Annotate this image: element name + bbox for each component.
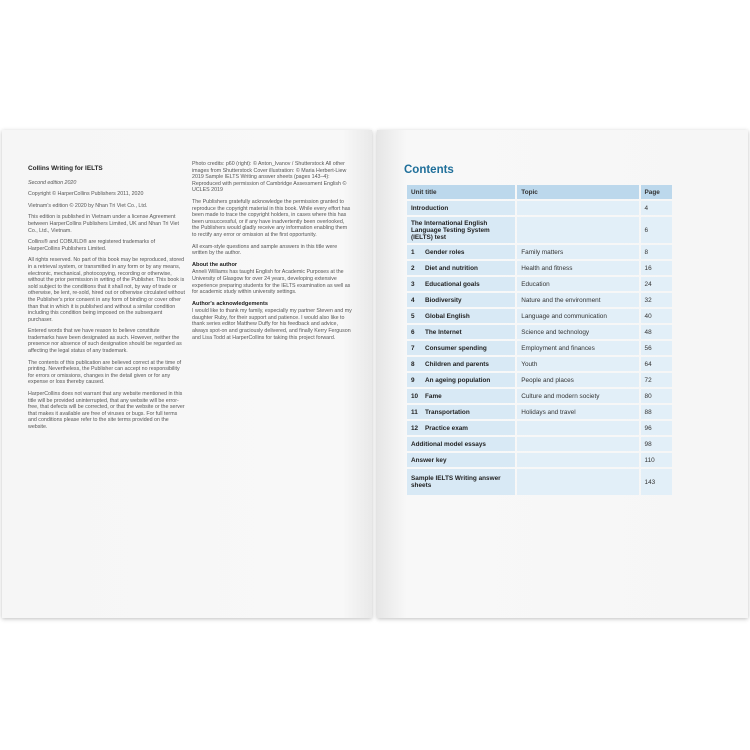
acknowledgements-heading: Author's acknowledgements: [192, 300, 268, 307]
unit-title-cell: [407, 201, 515, 215]
contents-header-row: [407, 185, 672, 199]
unit-title: Practice exam: [425, 424, 468, 432]
unit-number: 9: [411, 376, 415, 384]
topic-cell: [517, 437, 638, 451]
unit-title-cell: [407, 453, 515, 467]
unit-title-cell: [407, 245, 515, 259]
contents-table: [405, 183, 674, 497]
contents-row: [407, 245, 672, 259]
page-number-cell: 110: [641, 453, 672, 467]
page-number-cell: 143: [641, 469, 672, 495]
topic-cell: Youth: [517, 357, 638, 371]
unit-title-header: Unit title: [407, 185, 515, 199]
unit-title: Transportation: [425, 408, 470, 416]
unit-number: 11: [411, 408, 418, 416]
edition-line: Second edition 2020: [28, 179, 77, 186]
contents-row: [407, 277, 672, 291]
unit-title-cell: [407, 309, 515, 323]
topic-cell: Language and communication: [517, 309, 638, 323]
unit-title-cell: [407, 437, 515, 451]
unit-title-cell: [407, 341, 515, 355]
book-title: Collins Writing for IELTS: [28, 165, 103, 172]
page-number-cell: 16: [641, 261, 672, 275]
page-number-cell: 56: [641, 341, 672, 355]
topic-cell: Culture and modern society: [517, 389, 638, 403]
page-number-cell: 98: [641, 437, 672, 451]
contents-row: [407, 469, 672, 495]
unit-title-cell: [407, 357, 515, 371]
copyright-column-1: [28, 166, 186, 436]
about-author-heading: About the author: [192, 261, 238, 268]
page-number-cell: 96: [641, 421, 672, 435]
unit-title: Sample IELTS Writing answer sheets: [411, 475, 501, 489]
unit-number: 4: [411, 296, 415, 304]
unit-title-cell: [407, 389, 515, 403]
contents-row: [407, 217, 672, 243]
contents-believed-text: The contents of this publication are believed correct at the time of printing. Nevertheless, the Publisher can accept no responsibility for errors or omissions, changes in the detail given or for any expense or loss thereby caused.: [28, 359, 182, 386]
unit-title: The Internet: [425, 328, 462, 336]
topic-cell: [517, 201, 638, 215]
unit-number: 6: [411, 328, 415, 336]
contents-row: [407, 453, 672, 467]
topic-cell: [517, 217, 638, 243]
copyright-line: Copyright © HarperCollins Publishers 2011, 2020: [28, 191, 144, 198]
copyright-column-2: [192, 161, 352, 346]
contents-row: [407, 421, 672, 435]
topic-cell: Employment and finances: [517, 341, 638, 355]
topic-cell: Family matters: [517, 245, 638, 259]
unit-number: 12: [411, 424, 419, 432]
acknowledge-text: The Publishers gratefully acknowledge the permission granted to reproduce the copyright material in this book. While every effort has been made to trace the copyright holders, in cases where this has been unsuccessful, or if any have inadvertently been overlooked, the Publishers would gladly receive any information enabling them to rectify any error or omission at the first opportunity.: [192, 198, 351, 238]
page-number-cell: 8: [641, 245, 672, 259]
unit-title: Children and parents: [425, 360, 489, 368]
unit-title-cell: [407, 217, 515, 243]
contents-body: [407, 201, 672, 495]
unit-title: Consumer spending: [425, 344, 487, 352]
unit-title: Global English: [425, 312, 470, 320]
contents-row: [407, 293, 672, 307]
unit-number: 10: [411, 392, 419, 400]
unit-title-cell: [407, 373, 515, 387]
page-number-cell: 88: [641, 405, 672, 419]
copyright-page: [2, 130, 372, 618]
topic-cell: Nature and the environment: [517, 293, 638, 307]
acknowledgements-text: I would like to thank my family, especially my partner Steven and my daughter Ruby, for their support and patience. I would also like to thank series editor Matthew Duffy for his feedback and advice, always spot-on and graciously delivered, and finally Kerry Ferguson and Lisa Todd at HarperCollins for taking this project forward.: [192, 308, 352, 341]
contents-row: [407, 201, 672, 215]
contents-row: [407, 389, 672, 403]
contents-row: [407, 261, 672, 275]
contents-row: [407, 373, 672, 387]
topic-cell: [517, 421, 638, 435]
unit-title: Educational goals: [425, 280, 480, 288]
topic-cell: Health and fitness: [517, 261, 638, 275]
unit-title-cell: [407, 293, 515, 307]
entered-words-text: Entered words that we have reason to believe constitute trademarks have been designated as such. However, neither the presence nor absence of such designation should be regarded as affecting the legal status of any trademark.: [28, 328, 182, 355]
unit-title-cell: [407, 277, 515, 291]
vietnam-edition-line: Vietnam's edition © 2020 by Nhan Tri Viet Co., Ltd.: [28, 202, 148, 209]
about-author-text: Anneli Williams has taught English for Academic Purposes at the University of Glasgow for over 24 years, developing extensive experience preparing students for the IELTS examination as well as for academic study within university settings.: [192, 269, 351, 296]
unit-title-cell: [407, 469, 515, 495]
page-number-cell: 72: [641, 373, 672, 387]
license-text: This edition is published in Vietnam under a license Agreement between HarperCollins Publishers Limited, UK and Nhan Tri Viet Co., Ltd., Vietnam.: [28, 214, 179, 234]
unit-title: Answer key: [411, 456, 447, 464]
page-number-cell: 48: [641, 325, 672, 339]
unit-title: An ageing population: [425, 376, 491, 384]
topic-cell: People and places: [517, 373, 638, 387]
trademarks-text: Collins® and COBUILD® are registered trademarks of HarperCollins Publishers Limited.: [28, 239, 156, 252]
unit-title: Introduction: [411, 204, 449, 212]
contents-row: [407, 309, 672, 323]
contents-row: [407, 357, 672, 371]
unit-number: 5: [411, 312, 415, 320]
page-number-cell: 4: [641, 201, 672, 215]
page-number-cell: 40: [641, 309, 672, 323]
unit-title: Biodiversity: [425, 296, 462, 304]
unit-title: Gender roles: [425, 248, 465, 256]
contents-row: [407, 325, 672, 339]
contents-heading: Contents: [404, 164, 454, 176]
contents-row: [407, 437, 672, 451]
page-header: Page: [641, 185, 672, 199]
topic-cell: [517, 453, 638, 467]
unit-title-cell: [407, 261, 515, 275]
page-number-cell: 64: [641, 357, 672, 371]
page-number-cell: 6: [641, 217, 672, 243]
unit-number: 7: [411, 344, 415, 352]
topic-cell: Science and technology: [517, 325, 638, 339]
exam-style-text: All exam-style questions and sample answers in this title were written by the author.: [192, 243, 338, 257]
unit-number: 1: [411, 248, 415, 256]
contents-row: [407, 341, 672, 355]
websites-text: HarperCollins does not warrant that any website mentioned in this title will be provided uninterrupted, that any website will be error-free, that defects will be corrected, or that the website or the server that makes it available are free of viruses or bugs. For full terms and conditions please refer to the site terms provided on the website.: [28, 391, 185, 430]
rights-text: All rights reserved. No part of this book may be reproduced, stored in a retrieval system, or transmitted in any form or by any means, electronic, mechanical, photocopying, recording or otherwise, without the prior permission in writing of the Publisher. This book is sold subject to the conditions that it shall not, by way of trade or otherwise, be lent, re-sold, hired out or otherwise circulated without the Publisher's prior consent in any form of binding or cover other than that in which it is published and without a similar condition including this condition being imposed on the subsequent purchaser.: [28, 257, 185, 323]
book-spread: [0, 130, 750, 618]
unit-title-cell: [407, 405, 515, 419]
unit-title: Additional model essays: [411, 440, 486, 448]
page-number-cell: 80: [641, 389, 672, 403]
unit-number: 2: [411, 264, 415, 272]
page-number-cell: 32: [641, 293, 672, 307]
unit-title: The International English Language Testing System (IELTS) test: [411, 219, 490, 241]
unit-number: 3: [411, 280, 415, 288]
unit-title: Diet and nutrition: [425, 264, 478, 272]
unit-title-cell: [407, 325, 515, 339]
contents-row: [407, 405, 672, 419]
unit-number: 8: [411, 360, 415, 368]
unit-title-cell: [407, 421, 515, 435]
contents-page: [377, 130, 748, 618]
unit-title: Fame: [425, 392, 442, 400]
credits-text: Photo credits: p60 (right): © Anton_Ivanov / Shutterstock All other images from Shutterstock Cover illustration: © Maria Herbert-Liew 2019 Sample IELTS Writing answer sheets (pages 143–4): Reproduced with permission of Cambridge Assessment English © UCLES 2019: [192, 161, 347, 194]
topic-cell: Holidays and travel: [517, 405, 638, 419]
topic-cell: [517, 469, 638, 495]
page-number-cell: 24: [641, 277, 672, 291]
topic-header: Topic: [517, 185, 638, 199]
topic-cell: Education: [517, 277, 638, 291]
